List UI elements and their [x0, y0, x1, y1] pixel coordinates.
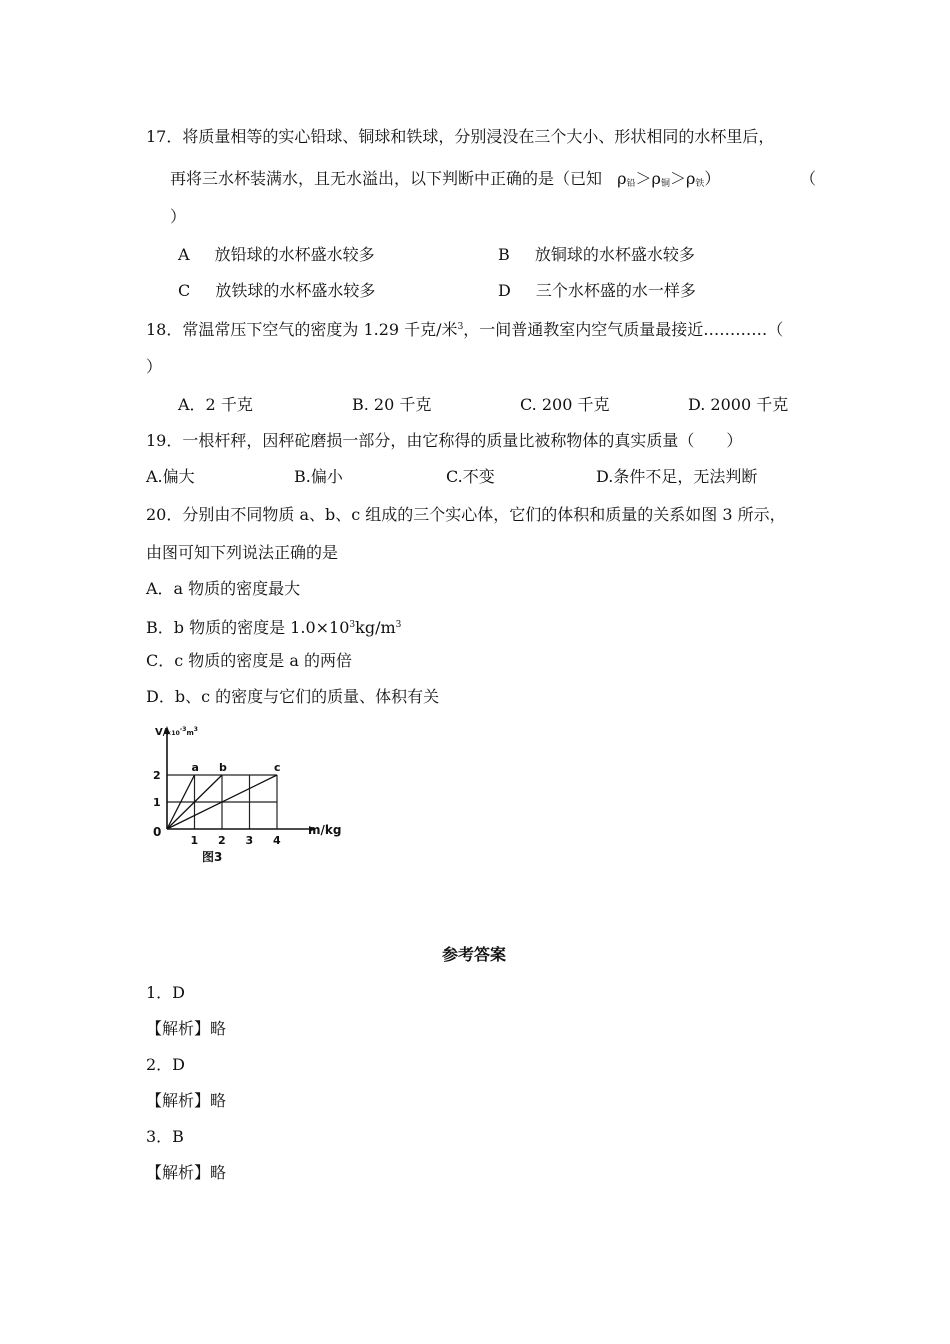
q18-line1-prefix: 18．常温常压下空气的密度为 1.29 千克/米 [146, 320, 458, 339]
q20-option-b [146, 614, 401, 639]
answer-1-analysis: 【解析】略 [146, 1019, 227, 1038]
q17-option-b [498, 244, 695, 266]
answer-paren-open: （ [800, 169, 817, 188]
rho-symbol: ρ [617, 169, 627, 188]
option-letter: C [178, 281, 191, 300]
q17-line1: 17．将质量相等的实心铅球、铜球和铁球，分别浸没在三个大小、形状相同的水杯里后， [146, 127, 775, 146]
answers-title: 参考答案 [442, 945, 507, 964]
q19-option-a: A.偏大 [146, 467, 195, 486]
option-letter: A [178, 245, 190, 264]
figure-caption: 图3 [202, 850, 223, 864]
series-label-a: a [191, 761, 199, 774]
option-text: 放铁球的水杯盛水较多 [215, 281, 376, 300]
q20-line2: 由图可知下列说法正确的是 [146, 543, 339, 562]
rho-sub-copper: 铜 [660, 179, 670, 189]
origin-label: 0 [153, 825, 162, 839]
option-text: 放铅球的水杯盛水较多 [214, 245, 375, 264]
q17-option-d [498, 280, 696, 302]
q18-option-a: A．2 千克 [178, 395, 253, 414]
q18-line1-suffix: ，一间普通教室内空气质量最接近…………（ [463, 320, 784, 339]
q18-line1 [146, 316, 783, 341]
option-letter: B [498, 245, 510, 264]
q18-option-b: B. 20 千克 [352, 395, 432, 414]
q17-line2-prefix: 再将三水杯装满水，且无水溢出，以下判断中正确的是（已知 [170, 169, 603, 188]
q20-option-b-prefix: B．b 物质的密度是 1.0×10 [146, 618, 350, 637]
q20-option-b-exp: 3 [349, 620, 356, 630]
option-text: 放铜球的水杯盛水较多 [534, 245, 695, 264]
answer-3: 3．B [146, 1127, 184, 1146]
rho-symbol: ρ [651, 169, 661, 188]
q20-option-b-unit: kg/m [355, 618, 396, 637]
figure-3-chart [140, 722, 350, 867]
answer-paren-close: ） [170, 207, 187, 226]
q20-option-a: A．a 物质的密度最大 [146, 579, 301, 598]
answer-2-analysis: 【解析】略 [146, 1091, 227, 1110]
q20-option-d: D．b、c 的密度与它们的质量、体积有关 [146, 687, 440, 706]
x-tick-label: 2 [218, 834, 226, 847]
chart-axes [164, 726, 316, 832]
series-label-b: b [219, 761, 227, 774]
rho-sub-lead: 铅 [626, 179, 636, 189]
q20-line1: 20．分别由不同物质 a、b、c 组成的三个实心体，它们的体积和质量的关系如图 3 所示， [146, 505, 786, 524]
y-tick-label: 1 [153, 796, 161, 809]
q19-option-c: C.不变 [446, 467, 495, 486]
y-axis-label: $V/\times 10^{-3}_m^3$ [155, 726, 198, 738]
option-text: 三个水杯盛的水一样多 [535, 281, 696, 300]
q20-option-c: C．c 物质的密度是 a 的两倍 [146, 651, 353, 670]
gt-symbol: ＞ [669, 169, 686, 188]
q18-option-d: D. 2000 千克 [688, 395, 789, 414]
q17-option-a [178, 244, 375, 266]
q20-option-b-exp2: 3 [395, 620, 402, 630]
q18-exponent: 3 [457, 322, 464, 332]
q17-option-c [178, 280, 375, 302]
q17-line2 [170, 168, 720, 195]
option-letter: D [498, 281, 511, 300]
x-tick-label: 4 [273, 834, 281, 847]
q19-line1: 19．一根杆秤，因秤砣磨损一部分，由它称得的质量比被称物体的真实质量（ ） [146, 431, 743, 450]
gt-symbol: ＞ [635, 169, 652, 188]
q18-option-c: C. 200 千克 [520, 395, 610, 414]
answer-1: 1．D [146, 983, 186, 1002]
answer-2: 2．D [146, 1055, 186, 1074]
answer-3-analysis: 【解析】略 [146, 1163, 227, 1182]
rho-sub-iron: 铁 [695, 179, 705, 189]
close-paren: ） [704, 169, 721, 188]
y-tick-label: 2 [153, 769, 161, 782]
rho-symbol: ρ [685, 169, 696, 188]
q19-option-d: D.条件不足，无法判断 [596, 467, 758, 486]
q19-option-b: B.偏小 [294, 467, 343, 486]
x-axis-label: m/kg [308, 823, 342, 837]
series-label-c: c [274, 761, 281, 774]
x-tick-label: 3 [245, 834, 254, 847]
q18-line2: ） [146, 357, 163, 376]
x-tick-label: 1 [190, 834, 199, 847]
